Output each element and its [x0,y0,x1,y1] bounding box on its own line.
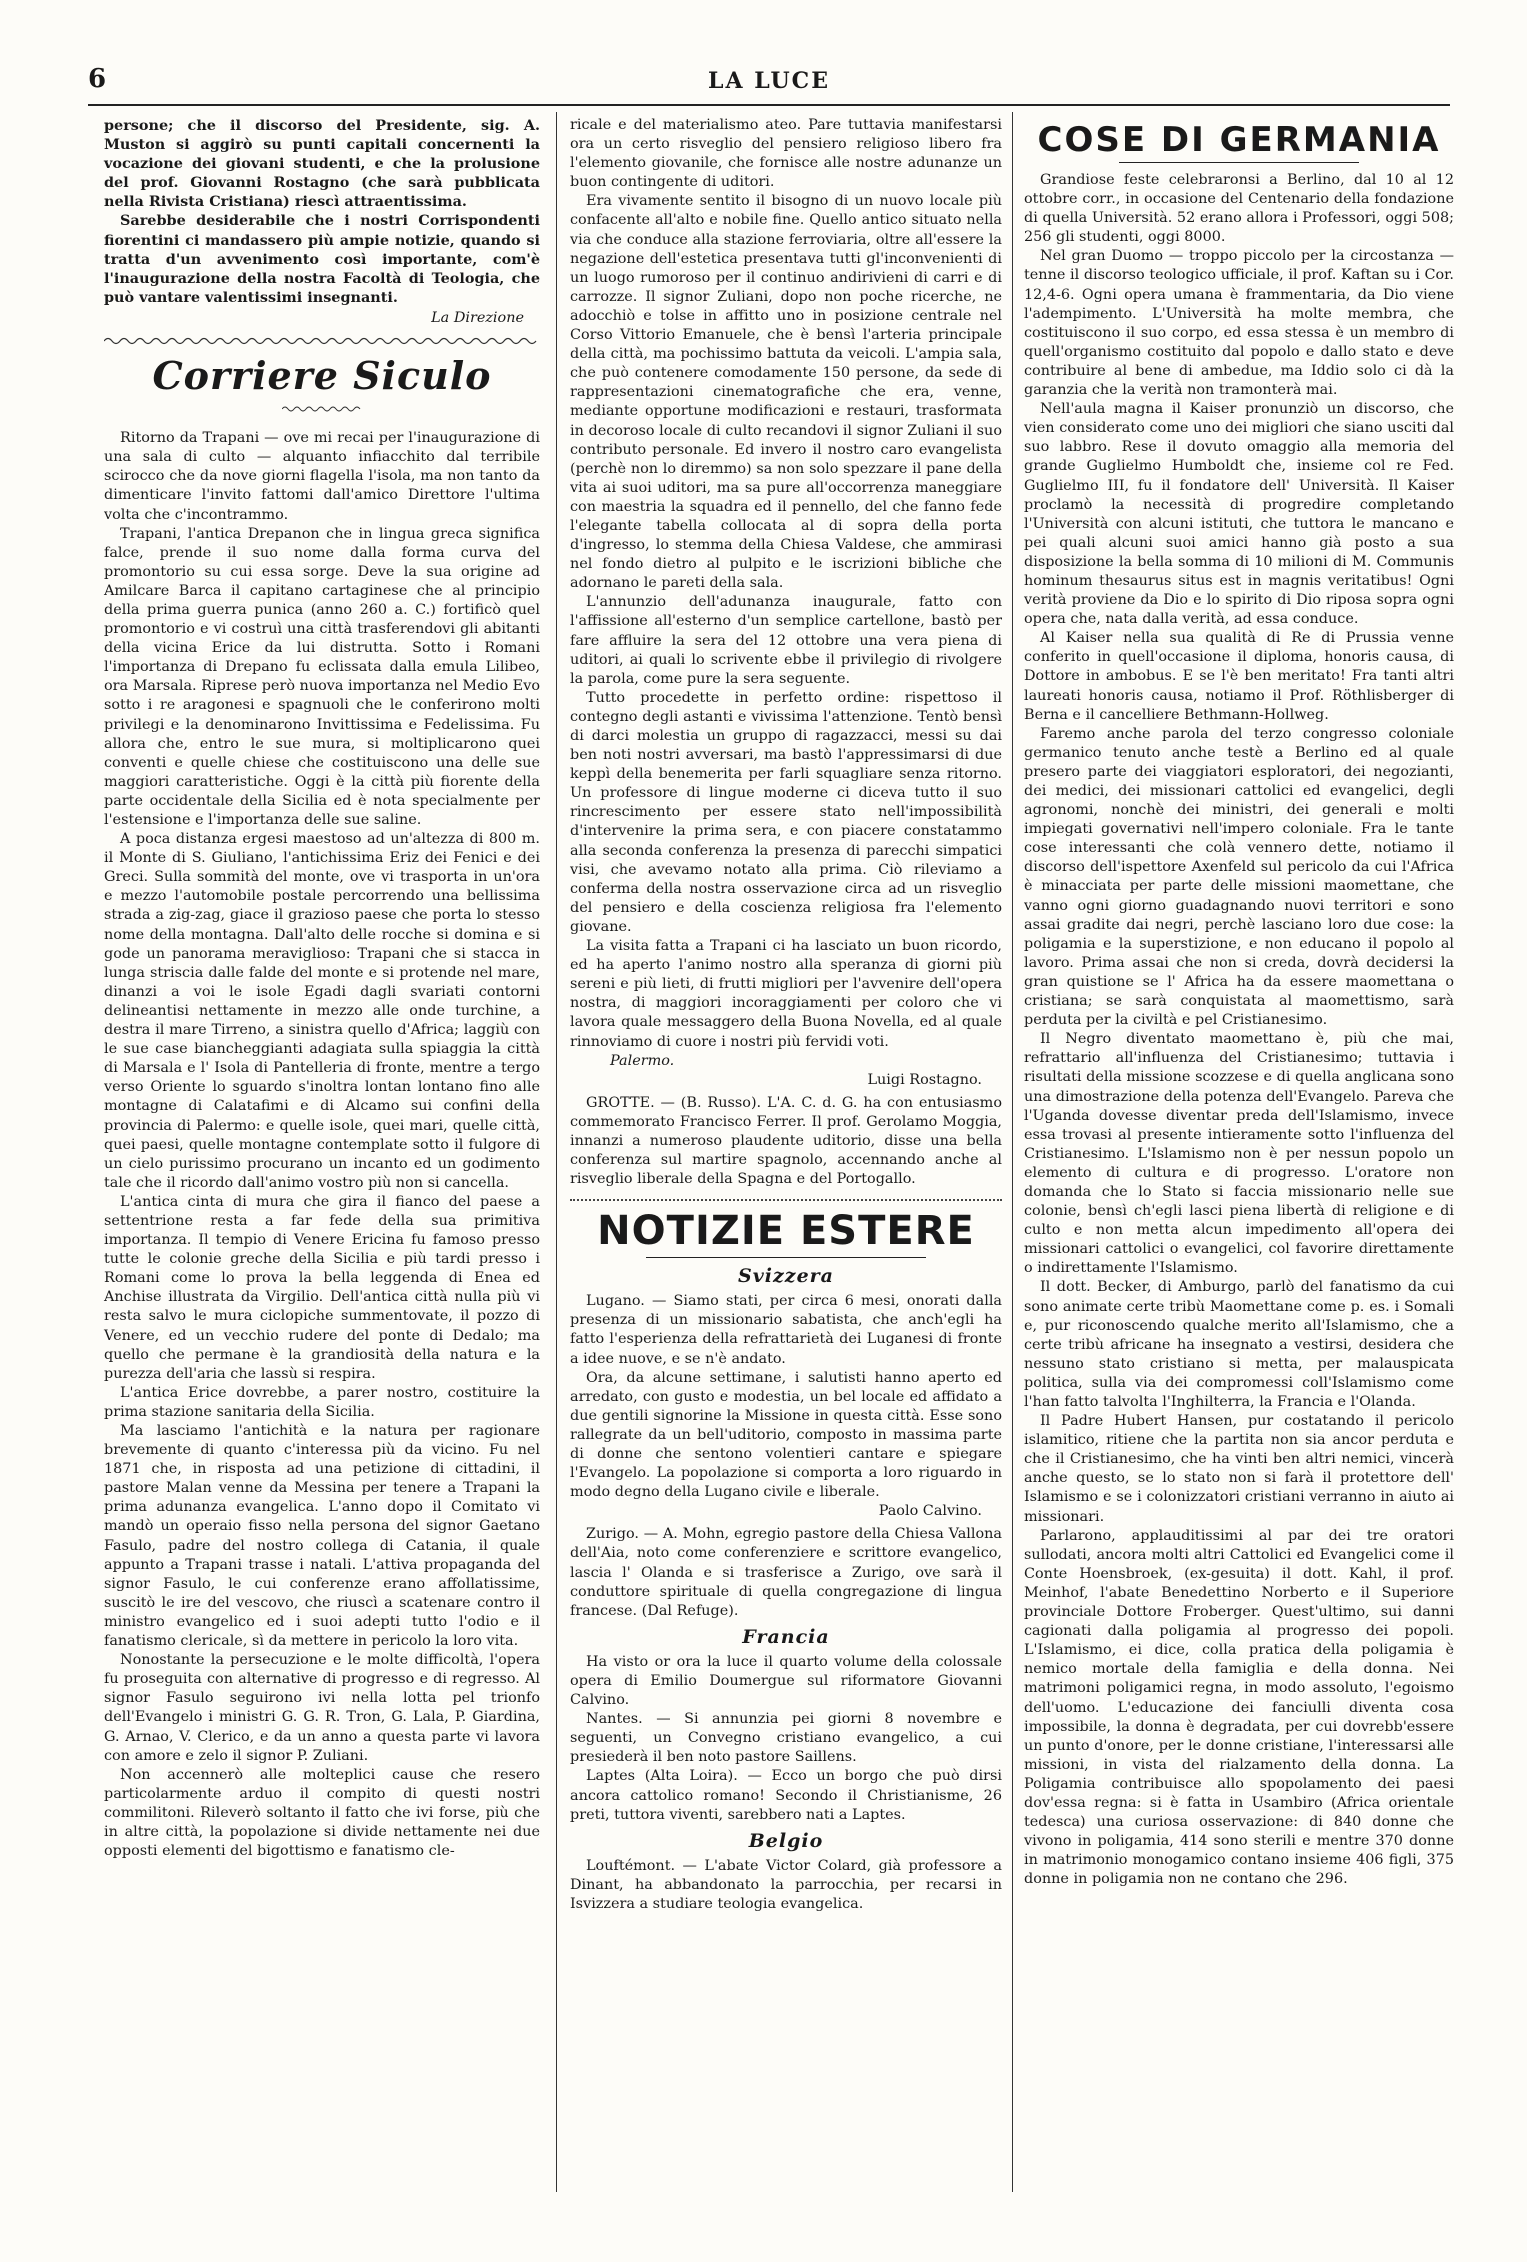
news-item: Laptes (Alta Loira). — Ecco un borgo che può dirsi ancora cattolico romano! Secondo il Christianisme, 26 preti, tuttora viventi, sarebbero nati a Laptes. [570,1768,1002,1823]
place-line: Palermo. [610,1052,675,1069]
news-item: Zurigo. — A. Mohn, egregio pastore della Chiesa Vallona dell'Aia, noto come conferenziere e scrittore evangelico, lascia l' Olanda e si trasferisce a Zurigo, ove sarà il conduttore spirituale di quella congregazione di lingua francese. (Dal Refuge). [570,1526,1002,1619]
header-rule [88,104,1450,106]
section-title: COSE DI GERMANIA [1037,120,1441,160]
article-paragraph: persone; che il discorso del Presidente, sig. A. Muston si aggirò su punti capitali concernenti la vocazione dei giovani studenti, e che la prolusione del prof. Giovanni Rostagno (che sarà pubblicata nella Rivista Cristiana) riescì attraentissima. [104,117,540,211]
article-paragraph: Non accennerò alle molteplici cause che resero particolarmente arduo il compito di questi nostri commilitoni. Rileverò soltanto il fatto che ivi forse, più che in altre città, la popolazione si divide nettamente nei due opposti elementi del bigottismo e fanatismo cle- [104,1766,540,1860]
article-paragraph: L'annunzio dell'adunanza inaugurale, fatto con l'affissione all'esterno d'un semplice cartellone, bastò per fare affluire la sera del 12 ottobre una vera piena di uditori, ai quali lo scrivente ebbe il privilegio di rivolgere la parola, come pure la sera seguente. [570,594,1002,687]
dotted-separator [570,1199,1002,1201]
author-signature: Luigi Rostagno. [867,1071,982,1088]
article-paragraph: Grandiose feste celebraronsi a Berlino, dal 10 al 12 ottobre corr., in occasione del Centenario della fondazione di quella Università. 52 erano allora i Professori, oggi 508; 256 gli studenti, oggi 8000. [1024,172,1454,246]
article-paragraph: Faremo anche parola del terzo congresso coloniale germanico tenuto anche testè a Berlino ed al quale presero parte dei viaggiatori esploratori, dei negozianti, dei medici, dei missionari cattolici ed evangelici, degli agronomi, nonchè dei ministri, dei generali e molti impiegati governativi nell'impero coloniale. Fra le tante cose interessanti che colà vennero dette, notiamo il discorso dell'ispettore Axenfeld sul pericolo da cui l'Africa è minacciata per parte delle missioni maomettane, che vanno ogni giorno guadagnando nuovi territori e sono assai gradite dai negri, perchè lasciano loro due cose: la poligamia e la superstizione, e non educano il popolo al lavoro. Prima assai che non si creda, dovrà decidersi la gran quistione se l' Africa ha da essere maomettana o cristiana; se sarà conquistata al maomettismo, sarà perduta per la civiltà e pel Cristianesimo. [1024,725,1454,1029]
signature: La Direzione [431,309,524,326]
subsection-title: Belgio [748,1829,824,1852]
article-paragraph: Nonostante la persecuzione e le molte difficoltà, l'opera fu proseguita con alternative di progresso e di regresso. Al signor Fasulo seguirono ivi nella lotta pel trionfo dell'Evangelo i ministri G. G. R. Tron, G. Lala, P. Giardina, G. Arnao, V. Clerico, e da un anno a questa parte vi lavora con amore e zelo il signor P. Zuliani. [104,1652,540,1764]
article-paragraph: A poca distanza ergesi maestoso ad un'altezza di 800 m. il Monte di S. Giuliano, l'antichissima Eriz dei Fenici e dei Greci. Sulla sommità del monte, ove vi trasporta in un'ora e mezzo l'automobile postale percorrendo una bellissima strada a zig-zag, giace il grazioso paese che porta lo stesso nome della montagna. Dall'alto delle rocche si domina e si gode un panorama meraviglioso: Trapani che si stacca in lunga striscia dalle falde del monte e si protende nel mare, dinanzi a voi le isole Egadi dagli svariati contorni delineantisi nettamente in mezzo alle onde turchine, a destra il mare Tirreno, a sinistra quello d'Africa; laggiù con le sue case biancheggianti adagiata sulla spiaggia la città di Marsala e l' Isola di Pantelleria di fronte, mentre a tergo verso Oriente lo sguardo s'inoltra lontan lontano fino alle montagne di Calatafimi e di Alcamo sui confini della provincia di Palermo: e quelle isole, quei mari, quelle città, quei paesi, quelle montagne contemplate sotto il fulgore di un cielo purissimo procurano un incanto ed un godimento tale che il ricordo dall'animo vostro più non si cancella. [104,831,540,1191]
news-item: Lugano. — Siamo stati, per circa 6 mesi, onorati dalla presenza di un missionario sabatista, che anch'egli ha fatto l'esperienza della refrattarietà dei Luganesi di fronte a idee nuove, e se n'è andato. [570,1293,1002,1367]
article-paragraph: Sarebbe desiderabile che i nostri Corrispondenti fiorentini ci mandassero più ampie notizie, quando si tratta d'un avvenimento così importante, com'è l'inaugurazione della nostra Facoltà di Teologia, che può vantare valentissimi insegnanti. [104,212,540,306]
news-item: Nantes. — Si annunzia pei giorni 8 novembre e seguenti, un Convegno cristiano evangelico, a cui presiederà il ben noto pastore Saillens. [570,1711,1002,1766]
article-paragraph: Parlarono, applauditissimi al par dei tre oratori sullodati, ancora molti altri Cattolici ed Evangelici come il Conte Hoensbroek, (ex-gesuita) il dott. Kahl, il prof. Meinhof, l'abate Benedettino Norberto e il Superiore provinciale Dottore Froberger. Quest'ultimo, sui danni cagionati dalla poligamia al progresso dei popoli. L'Islamismo, ei dice, colla pratica della poligamia è nemico mortale della famiglia e della donna. Nei matrimoni poligamici regna, in modo assoluto, l'egoismo dell'uomo. L'educazione dei fanciulli diventa cosa impossibile, la donna è degradata, per cui dovrebb'essere un punto d'onore, per le donne cristiane, l'interessarsi alle missioni, in vista del rialzamento della donna. La Poligamia contribuisce allo spopolamento dei paesi dov'essa regna: si è fatta in Usambiro (Africa orientale tedesca) una curiosa osservazione: di 840 donne che vivono in poligamia, 414 sono sterili e mentre 370 donne in matrimonio monogamico contano insieme 406 figli, 375 donne in poligamia non ne contano che 296. [1024,1527,1454,1888]
newspaper-title: LA LUCE [708,68,830,94]
column-middle [570,116,1002,1914]
article-paragraph: Il Negro diventato maomettano è, più che mai, refrattario all'influenza del Cristianesimo; tuttavia i risultati della missione scozzese e di quella anglicana sono una dimostrazione della potenza dell'Evangelo. Pareva che l'Uganda dovesse diventar preda dell'Islamismo, invece essa trovasi al presente intieramente sotto l'influenza del Cristianesimo. L'Islamismo non è per nessun popolo un elemento di cultura e di progresso. L'oratore non domanda che lo Stato si faccia missionario nelle sue colonie, bensì ch'egli lasci piena libertà di religione e di culto e non metta alcun impedimento all'opera dei missionari cattolici o evangelici, col favorire direttamente o indirettamente l'Islamismo. [1024,1031,1454,1277]
column-left [104,116,540,1861]
subsection-title: Svizzera [738,1265,834,1288]
news-item: GROTTE. — (B. Russo). L'A. C. d. G. ha con entusiasmo commemorato Francisco Ferrer. Il prof. Gerolamo Moggia, innanzi a numeroso plaudente uditorio, disse una bella conferenza sul martire spagnolo, accennando anche al risveglio liberale della Spagna e del Portogallo. [570,1094,1002,1188]
subsection-title: Francia [742,1625,830,1648]
article-paragraph: Ma lasciamo l'antichità e la natura per ragionare brevemente di quanto c'interessa più da vicino. Fu nel 1871 che, in risposta ad una petizione di cittadini, il pastore Malan venne da Messina per tenere a Trapani la prima adunanza evangelica. L'anno dopo il Comitato vi mandò un operaio fisso nella persona del signor Gaetano Fasulo, padre del nostro collega di Catania, il quale appunto a Trapani trasse i natali. L'attiva propaganda del signor Fasulo, le cui conferenze erano affollatissime, suscitò le ire del vescovo, che riuscì a scatenare contro il ministro evangelico ed i suoi adepti tutto l'odio e il fanatismo clericale, sì da mettere in pericolo la loro vita. [104,1423,540,1650]
article-paragraph: Ritorno da Trapani — ove mi recai per l'inaugurazione di una sala di culto — alquanto infiacchito dal terribile scirocco che da nove giorni flagella l'isola, ma non tanto da dimenticare l'invito fattomi dall'amico Direttore l'ultima volta che c'incontrammo. [104,430,540,523]
article-paragraph: Al Kaiser nella sua qualità di Re di Prussia venne conferito in quell'occasione il diploma, honoris causa, di Dottore in ambobus. E se l'è ben meritato! Fra tanti altri laureati honoris causa, notiamo il Prof. Röthlisberger di Berna e il cancelliere Bethmann-Hollweg. [1024,630,1454,723]
title-underline [646,1257,926,1258]
column-divider-2 [1012,112,1013,2192]
page-header [88,64,1450,104]
article-paragraph: L'antica cinta di mura che gira il fianco del paese a settentrione resta a far fede della sua primitiva importanza. Il tempio di Venere Ericina fu famoso presso tutte le colonie greche della Sicilia e più tardi presso i Romani come lo prova la bella leggenda di Enea ed Anchise illustrata da Virgilio. Dell'antica città nulla più vi resta salvo le mura ciclopiche summentovate, il pozzo di Venere, ed un vecchio rudere del ponte di Dedalo; ma quello che permane è la grandiosità della natura e la purezza dell'aria che lassù si respira. [104,1193,540,1382]
news-item: Ora, da alcune settimane, i salutisti hanno aperto ed arredato, con gusto e modestia, un bel locale ed affidato a due gentili signorine la Missione in questa città. Esse sono rallegrate da un bell'uditorio, composto in massima parte di donne che sentono volentieri cantare e spiegare l'Evangelo. La popolazione si comporta a loro riguardo in modo degno della Lugano civile e liberale. [570,1369,1002,1501]
article-paragraph: ricale e del materialismo ateo. Pare tuttavia manifestarsi ora un certo risveglio del pensiero religioso libero fra l'elemento giovanile, che fornisce alle nostre adunanze un buon contingente di uditori. [570,117,1002,191]
news-item: Louftémont. — L'abate Victor Colard, già professore a Dinant, ha abbandonato la parrocchia, per recarsi in Isvizzera a studiare teologia evangelica. [570,1857,1002,1912]
wavy-separator [104,336,540,346]
article-paragraph: L'antica Erice dovrebbe, a parer nostro, costituire la prima stazione sanitaria della Sicilia. [104,1384,540,1420]
article-paragraph: Trapani, l'antica Drepanon che in lingua greca significa falce, prende il suo nome dalla forma curva del promontorio su cui essa sorge. Deve la sua origine ad Amilcare Barca il capitano cartaginese che al principio della prima guerra punica (anno 260 a. C.) fortificò quel promontorio e vi costruì una città trasferendovi gli abitanti della vicina Erice da lui distrutta. Sotto i Romani l'importanza di Drepano fu eclissata dalla emula Lilibeo, ora Marsala. Riprese però nuova importanza nel Medio Evo sotto i re aragonesi e spagnuoli che le conferirono molti privilegi e la denominarono Invittissima e Fedelissima. Fu allora che, entro le sue mura, si moltiplicarono quei conventi e quelle chiese che costituiscono una delle sue maggiori caratteristiche. Oggi è la città più fiorente della parte occidentale della Sicilia ed è nota specialmente per l'estensione e l'importanza delle sue saline. [104,525,540,828]
page-number: 6 [88,64,107,94]
article-paragraph: La visita fatta a Trapani ci ha lasciato un buon ricordo, ed ha aperto l'animo nostro alla speranza di giorni più sereni e più lieti, di frutti migliori per l'avvenire dell'opera nostra, di maggiori incoraggiamenti per coloro che vi lavora quale messaggero della Buona Novella, ed al quale rinnoviamo di cuore i nostri più fervidi voti. [570,938,1002,1050]
article-paragraph: Nell'aula magna il Kaiser pronunziò un discorso, che vien considerato come uno dei migliori che siano usciti dal suo labbro. Rese il dovuto omaggio alla memoria del grande Guglielmo Humboldt che, insieme col re Fed. Guglielmo III, fu il fondatore dell' Università. Il Kaiser proclamò la necessità di progredire completando l'Università con alcuni istituti, che tuttora le mancano e pei quali alcuni suoi amici hanno già posto a sua disposizione la bella somma di 10 milioni di M. Communis hominum thesaurus situs est in magnis veritatibus! Ogni verità proviene da Dio e lo spirito di Dio riposa sopra ogni opera che, nata dalla verità, ad essa conduce. [1024,401,1454,628]
column-divider-1 [556,112,557,2192]
section-title: Corriere Siculo [152,353,492,399]
author-signature: Paolo Calvino. [878,1503,982,1520]
news-item: Ha visto or ora la luce il quarto volume della colossale opera di Emilio Doumergue sul riformatore Giovanni Calvino. [570,1653,1002,1709]
article-paragraph: Il Padre Hubert Hansen, pur costatando il pericolo islamitico, ritiene che la partita non sia ancor perduta e che il Cristianesimo, che ha vinti ben altri nemici, vincerà anche questo, se lo stato non si farà il protettore dell' Islamismo e se i colonizzatori cristiani verranno in aiuto ai missionari. [1024,1413,1454,1525]
article-paragraph: Era vivamente sentito il bisogno di un nuovo locale più confacente all'alto e nobile fine. Quello antico situato nella via che conduce alla stazione ferroviaria, oltre all'essere la negazione dell'estetica presentava tutti gl'inconvenienti di un luogo rumoroso per il continuo andirivieni di carri e di carrozze. Il signor Zuliani, dopo non poche ricerche, ne adocchiò e tolse in affitto uno in posizione centrale nel Corso Vittorio Emanuele, che è bensì l'arteria principale della città, ma pochissimo battuta da veicoli. L'ampia sala, che può contenere comodamente 150 persone, da sede di rappresentazioni cinematografiche che era, venne, mediante opportune modificazioni e restauri, trasformata in decoroso locale di culto recandovi il signor Zuliani il suo contributo personale. Ed invero il nostro caro evangelista (perchè non lo diremmo) sa non solo spezzare il pane della vita ai suoi uditori, ma sa pure all'occorrenza maneggiare con maestria la squadra ed il pennello, del che fanno fede l'elegante tabella collocata al di sopra della porta d'ingresso, lo stemma della Chiesa Valdese, che ammirasi nel fondo dietro al pulpito e le iscrizioni bibliche che adornano le pareti della sala. [570,193,1002,592]
article-paragraph: Tutto procedette in perfetto ordine: rispettoso il contegno degli astanti e vivissima l'attenzione. Tentò bensì di darci molestia un gruppo di ragazzacci, messi su dai ben noti nostri avversari, ma bastò l'appressimarsi di due keppì della benemerita per farli squagliare senza ritorno. Un professore di lingue moderne ci diceva tutto il suo rincrescimento per essere stato nell'impossibilità d'intervenire la prima sera, e con piacere constatammo alla seconda conferenza la presenza di parecchi simpatici visi, che avevamo notato alla prima. Ciò rileviamo a conferma della nostra osservazione circa ad un risveglio del pensiero e della coscienza religiosa fra l'elemento giovane. [570,689,1002,935]
section-title: NOTIZIE ESTERE [597,1208,975,1255]
article-paragraph: Il dott. Becker, di Amburgo, parlò del fanatismo da cui sono animate certe tribù Maomettane come p. es. i Somali e, pur riconoscendo qualche merito all'Islamismo, che a certe tribù africane ha insegnato a vestirsi, desidera che nessuno stato cristiano si metta, per malauspicata politica, sulla via dei compromessi coll'Islamismo come l'han fatto talvolta l'Inghilterra, la Francia e l'Olanda. [1024,1279,1454,1410]
article-paragraph: Nel gran Duomo — troppo piccolo per la circostanza — tenne il discorso teologico ufficiale, il prof. Kaftan su i Cor. 12,4-6. Ogni opera umana è frammentaria, da Dio viene l'adempimento. L'Università ha molte membra, che costituiscono il suo corpo, ed essa stessa è un membro di quell'organismo costituito dal popolo e dallo stato e deve contribuire al bene di ambedue, ma Iddio solo ci dà la garanzia che la verità non tramonterà mai. [1024,248,1454,399]
wavy-ornament [282,400,362,419]
title-underline [1119,162,1359,163]
column-right [1024,116,1454,1889]
